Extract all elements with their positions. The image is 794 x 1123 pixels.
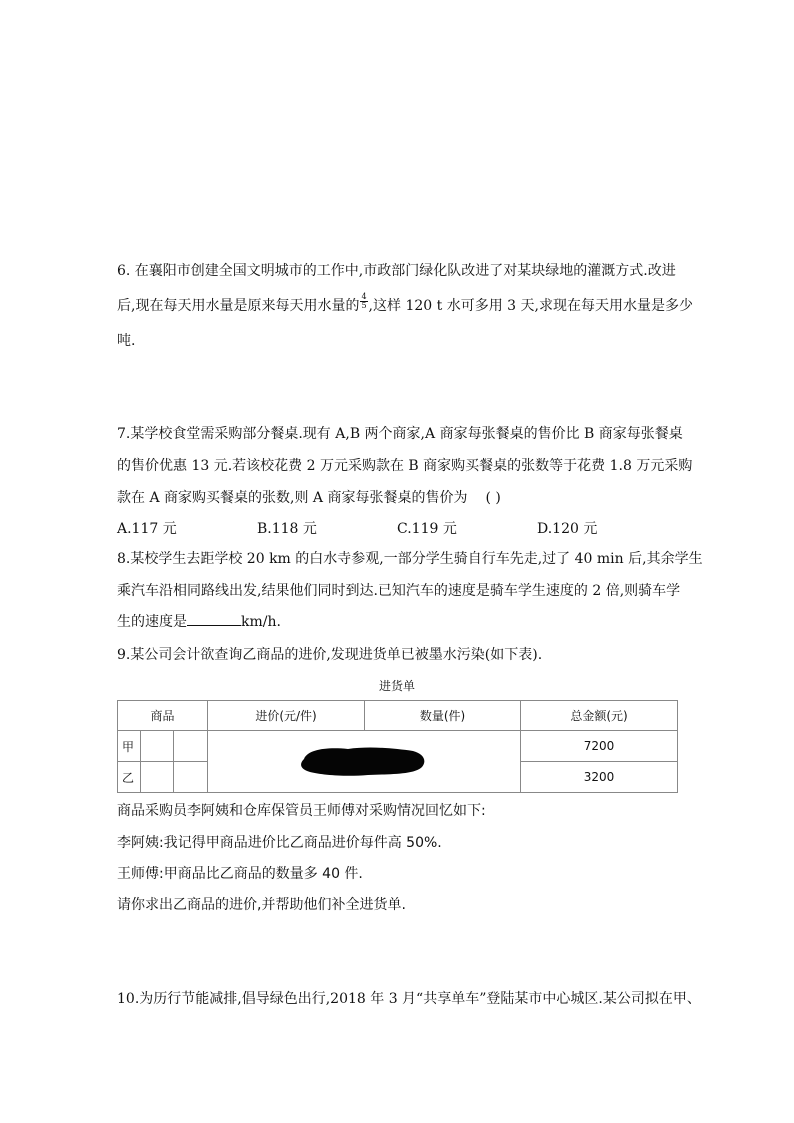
header-unit-price: 进价(元/件) xyxy=(208,701,365,731)
header-total: 总金额(元) xyxy=(521,701,678,731)
q10-line-1: 10.为历行节能减排,倡导绿色出行,2018 年 3 月“共享单车”登陆某市中心城区.某公司拟在甲、 xyxy=(117,991,701,1007)
q7-option-b: B.118 元 xyxy=(257,521,317,537)
empty-cell xyxy=(174,731,208,762)
empty-cell xyxy=(174,762,208,793)
q8-line-3 xyxy=(117,613,281,631)
answer-blank xyxy=(187,613,241,626)
q7-option-c: C.119 元 xyxy=(397,521,457,537)
q7-line-1: 7.某学校食堂需采购部分餐桌.现有 A,B 两个商家,A 商家每张餐桌的售价比 B 商家每张餐桌 xyxy=(117,426,683,442)
q7-line-3-text: 款在 A 商家购买餐桌的张数,则 A 商家每张餐桌的售价为 xyxy=(117,490,468,506)
q6-line-2 xyxy=(117,291,693,315)
q7-option-d: D.120 元 xyxy=(537,521,598,537)
q6-line-2-start: 后,现在每天用水量是原来每天用水量的 xyxy=(117,298,360,314)
q8-line-3-start: 生的速度是 xyxy=(117,614,187,630)
empty-cell xyxy=(141,762,174,793)
q9-aunt-li: 李阿姨:我记得甲商品进价比乙商品进价每件高 50%. xyxy=(117,835,442,851)
row-name-yi: 乙 xyxy=(118,762,141,793)
q6-line-1: 6. 在襄阳市创建全国文明城市的工作中,市政部门绿化队改进了对某块绿地的灌溉方式.改进 xyxy=(117,263,676,279)
ink-stain-icon xyxy=(298,745,428,777)
empty-cell xyxy=(141,731,174,762)
row-total-yi: 3200 xyxy=(521,762,678,793)
q8-line-2: 乘汽车沿相同路线出发,结果他们同时到达.已知汽车的速度是骑车学生速度的 2 倍,则骑车学 xyxy=(117,583,681,599)
q6-line-2-end: ,这样 120 t 水可多用 3 天,求现在每天用水量是多少 xyxy=(368,298,693,314)
table-row xyxy=(118,731,678,762)
table-header-row xyxy=(118,701,678,731)
fraction-numerator: 4 xyxy=(361,291,367,301)
fraction-four-fifths xyxy=(360,293,367,310)
q9-line-1: 9.某公司会计欲查询乙商品的进价,发现进货单已被墨水污染(如下表). xyxy=(117,647,543,663)
q8-line-3-end: km/h. xyxy=(241,614,281,630)
q9-master-wang: 王师傅:甲商品比乙商品的数量多 40 件. xyxy=(117,866,363,882)
q8-line-1: 8.某校学生去距学校 20 km 的白水寺参观,一部分学生骑自行车先走,过了 40 min 后,其余学生 xyxy=(117,551,703,567)
q7-line-2: 的售价优惠 13 元.若该校花费 2 万元采购款在 B 商家购买餐桌的张数等于花费 1.8 万元采购 xyxy=(117,458,693,474)
q9-request: 请你求出乙商品的进价,并帮助他们补全进货单. xyxy=(117,897,406,913)
fraction-denominator: 5 xyxy=(361,300,367,310)
q7-line-3 xyxy=(117,489,501,507)
answer-parentheses: ( ) xyxy=(485,490,501,506)
q6-line-3: 吨. xyxy=(117,333,136,349)
ink-stained-area xyxy=(208,731,521,793)
q7-option-a: A.117 元 xyxy=(117,521,177,537)
table-title: 进货单 xyxy=(378,679,415,693)
row-name-jia: 甲 xyxy=(118,731,141,762)
q9-recall-intro: 商品采购员李阿姨和仓库保管员王师傅对采购情况回忆如下: xyxy=(117,803,486,819)
row-total-jia: 7200 xyxy=(521,731,678,762)
header-quantity: 数量(件) xyxy=(365,701,521,731)
purchase-receipt-table xyxy=(117,700,678,793)
header-goods: 商品 xyxy=(118,701,208,731)
